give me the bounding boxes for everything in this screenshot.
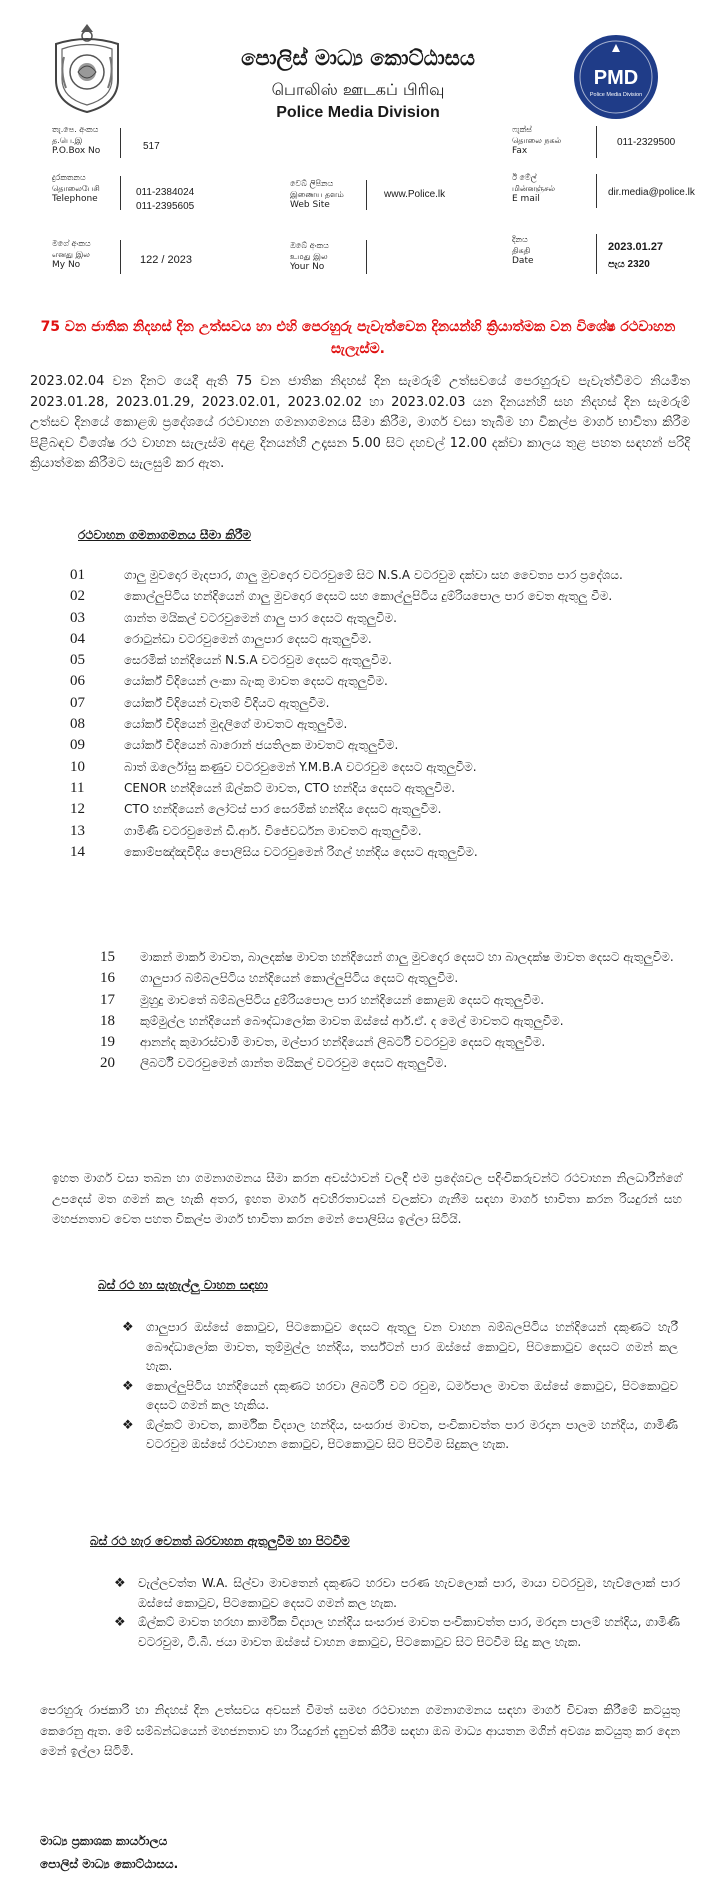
list-item: 19 ආනන්ද කුමාරස්වාමි මාවත, මල්පාර හන්දියෙන් ලිබර්ටි වටරවුම දෙසට ඇතුලුවීම. [100,1034,546,1051]
section-heading-traffic-restriction: රථවාහන ගමනාගමනය සීමා කිරීම [78,528,251,542]
diamond-bullet-icon: ❖ [122,1417,134,1433]
my-no-value: 122 / 2023 [140,254,192,266]
fax-value: 011-2329500 [617,137,676,148]
pmd-logo-subtext: Police Media Division [589,92,643,98]
list-item: 16 ගාලුපාර බම්බලපිටිය හන්දියෙන් කොල්ලුපිටිය දෙසට ඇතුලුවීම. [100,970,459,987]
closing-paragraph: පෙරහුරු රාජකාරි හා නිදහස් දින උත්සවය අවසන් වීමත් සමඟ රථවාහන ගමනාගමනය සඳහා මාර්ග විවෘත කිරීමේ කටයුතු කෙරෙනු ඇත. මේ සම්බන්ධයෙන් මහජනතාව හා රියදුරන් දැනුවත් කිරීම සඳහා ඔබ මාධ්‍ය ආයතන මගින් අවශ්‍ය කටයුතු කර දෙන මෙන් ඉල්ලා සිටිමි. [40,1703,680,1758]
list-item: ❖ ඕල්කට් මාවත හරහා කාර්මික විද්‍යාල හන්දිය සංසරාජ මාවත පංචිකාවත්ත පාර, මරදාන පාලම් හන්දිය, ගාමිණී වටරවුම, ටී.බී. ජයා මාවත ඔස්සේ වාහන කොටුව, පිටකොටුව සිට පිටවීම සිදු කල හැක. [114,1613,680,1652]
org-name-tamil: பொலிஸ் ஊடகப் பிரிவு [271,80,445,99]
list-item: 02 කොල්ලුපිටිය හන්දියෙන් ගාලු මුවදොර දෙසට සහ කොල්ලුපිටිය දුම්රියපොල පාර වෙත ඇතුලු වීම. [70,588,613,605]
list-item: ❖ වැල්ලවත්ත W.A. සිල්වා මාවතෙන් දකුණට හරවා පරණ හැවලොක් පාර, මායා වටරවුම, හැව්ලොක් පාර ඔස්සේ කොටුව, පිටකොටුව දෙසට ගමන් කල හැක. [114,1574,680,1613]
list-item: 11 CENOR හන්දියෙන් ඕල්කට් මාවත, CTO හන්දිය දෙසට ඇතුලුවීම. [70,779,456,796]
alternate-route-paragraph: ඉහත මාර්ග වසා තබන හා ගමනාගමනය සීමා කරන අවස්ථාවන් වලදී එම ප්‍රදේශවල පදිංචිකරුවන්ට රථවාහන නිලධාරීන්ගේ උපදෙස් මත ගමන් කල හැකි අතර, ඉහත මාර්ග අවහිරතාවයන් වලක්වා ගැනීම සඳහා මාර්ග භාවිතා කරන රියදුරන් සහ මහජනතාව වෙත පහත විකල්ප මාර්ග භාවිතා කරන මෙන් පොලිසිය ඉල්ලා සිටියි. [52,1171,682,1226]
your-no-label: ඔබේ අංකය உமது இல Your No [290,241,329,272]
email-value[interactable]: dir.media@police.lk [608,187,695,198]
list-item: 06 යෝර්ක් විදියෙන් ලංකා බැංකු මාවත දෙසට ඇතුලුවීම. [70,673,388,690]
list-item: 08 යෝර්ක් විදියෙන් මුදලිගේ මාවතට ඇතුලුවීම. [70,716,348,733]
list-item: 18 කුම්මුල්ල හන්දියෙන් බෞද්ධාලෝක මාවත ඔස්සේ ආර්.ඒ. ද මෙල් මාවතට ඇතුලුවීම. [100,1012,564,1029]
diamond-bullet-icon: ❖ [122,1320,134,1335]
telephone-value-2: 011-2395605 [136,201,195,212]
heavy-vehicle-bullets [114,1574,680,1652]
intro-paragraph: 2023.02.04 වන දිනට යෙදී ඇති 75 වන ජාතික නිදහස් දින සැමරුම් උත්සවයේ පෙරහුරුව පැවැත්වීමට නියමිත 2023.01.28, 2023.01.29, 2023.02.01, 2023.02.02 හා 2023.02.03 යන දිනයන්හි සහ නිදහස් දින සැමරුම් උත්සව දිනයේ කොළඹ ප්‍රදේශයේ රථවාහන ගමනාගමනය සීමා කිරීම, මාර්ග වසා තැබීම හා විකල්ප මාර්ග භාවිතා කිරීම පිළිබඳව විශේෂ රථ වාහන සැලැස්ම අදාළ දිනයන්හි උදෑසන 5.00 සිට දහවල් 12.00 දක්වා කාලය තුළ පහත සඳහන් පරිදි ක්‍රියාත්මක කිරීමට සැලසුම් කර ඇත. [30,374,690,471]
website-label: වෙබ් ලිපිනය இணைய தளம் Web Site [290,179,344,210]
list-item: ❖ කොල්ලුපිටිය හන්දියෙන් දකුණට හරවා ලිබර්ටි වට රවුම, ධර්මපාල මාවත ඔස්සේ කොටුව, පිටකොටුව දෙසට ගමන් කල හැකිය. [122,1377,678,1416]
list-item: 12 CTO හන්දියෙන් ලෝටස් පාර සෙරමික් හන්දිය දෙසට ඇතුලුවීම. [70,801,442,818]
list-item: 04 රොටුන්ඩා වටරවුමෙන් ගාලුපාර දෙසට ඇතුලුවීම. [70,630,372,647]
org-name-sinhala: පොලිස් මාධ්‍ය කොට්ඨාසය [241,46,475,70]
restriction-list-a [70,565,670,863]
document-title: 75 වන ජාතික නිදහස් දින උත්සවය හා එහි පෙරහුරු පැවැත්වෙන දිනයන්හි ක්‍රියාත්මක වන විශේෂ රථවාහන සැලැස්ම. [40,319,676,357]
my-no-label: මගේ අංකය எனது இல My No [52,239,91,270]
signature-line-1: මාධ්‍ය ප්‍රකාශක කාර්යාලය [40,1834,168,1848]
date-value: 2023.01.27 [608,241,664,253]
list-item: 15 මාකන් මාකර් මාවත, බාලදක්ෂ මාවත හන්දියෙන් ගාලු මුවදොර දෙසට හා බාලදක්ෂ මාවත දෙසට ඇතුලුවීම. [100,949,674,965]
pobox-label: තැ.පෙ. අංකය த.பெ.இ P.O.Box No [52,125,101,156]
list-item: ❖ ගාලුපාර ඔස්සේ කොටුව, පිටකොටුව දෙසට ඇතුලු වන වාහන බම්බලපිටිය හන්දියෙන් දකුණට හැරී බෞද්ධාලෝක මාවත, තුම්මුල්ල හන්දිය, තර්ස්ටන් පාර ඔස්සේ කොටුව, පිටකොටුව දෙසට ගමන් කල හැක. [122,1318,678,1377]
org-name-english: Police Media Division [276,104,440,121]
signature-block [40,1830,178,1876]
list-item: 09 යෝර්ක් විදියෙන් බාරොන් ජයතිලක මාවතට ඇතුලුවීම. [70,737,399,754]
website-value[interactable]: www.Police.lk [384,189,446,200]
pmd-logo-icon [573,34,659,120]
signature-line-2: පොලිස් මාධ්‍ය කොට්ඨාසය. [40,1857,179,1871]
diamond-bullet-icon: ❖ [114,1615,126,1630]
telephone-value-1: 011-2384024 [136,187,195,198]
pmd-logo-text: PMD [593,67,639,89]
list-item: 03 ශාන්ත මයිකල් වටරවුමෙන් ගාලු පාර දෙසට ඇතුලුවීම. [70,609,397,626]
list-item: 01 ගාලු මුවදොර මැදපාර, ගාලු මුවදොර වටරවුමේ සිට N.S.A වටරවුම දක්වා සහ වෛත්‍ය පාර ප්‍රදේශය. [70,567,623,583]
list-item: 07 යෝර්ක් විදියෙන් චැතම් විදියට ඇතුලුවීම. [70,694,330,711]
diamond-bullet-icon: ❖ [114,1576,126,1591]
list-item: 05 සෙරමික් හන්දියෙන් N.S.A වටරවුම දෙසට ඇතුලුවීම. [70,652,392,669]
time-value: පැය 2320 [608,259,650,270]
list-item: 13 ගාමිණී වටරවුමෙන් ඩී.ආර්. විජේවර්ධන මාවතට ඇතුලුවීම. [70,822,422,839]
restriction-list-b [100,947,680,1075]
section-heading-bus-light-vehicles: බස් රථ හා සැහැල්ලු වාහන සඳහා [98,1278,268,1292]
date-label: දිනය திகதி Date [512,235,534,266]
list-item: ❖ ඕල්කට් මාවත, කාර්මික විද්‍යාල හන්දිය, සංසරාජ මාවත, පංචිකාවත්ත පාර මරදාන පාලම හන්දිය, ගාමිණී වටරවුම ඔස්සේ රථවාහන කොටුව, පිටකොටුව සිට පිටවීම සිදුකල හැක. [122,1416,678,1455]
bus-route-bullets [122,1318,678,1455]
list-item: 10 බාත් ඔර්ලෝසු කණුව වටරවුමෙන් Y.M.B.A වටරවුම දෙසට ඇතුලුවීම. [70,758,477,775]
list-item: 20 ලිබර්ටි වටරවුමෙන් ශාන්ත මයිකල් වටරවුම දෙසට ඇතුලුවීම. [100,1055,448,1072]
list-item: 14 කොම්පඤ්ඤවීදිය පොලිසිය වටරවුමෙන් රිගල් හන්දිය දෙසට ඇතුලුවීම. [70,843,478,860]
list-item: 17 මුහුදු මාවතේ බම්බලපිටිය දුම්රියපොල පාර හන්දියෙන් කොළඹ දෙසට ඇතුලුවීම. [100,991,545,1008]
telephone-label: දුරකතනය தொலைபேசி Telephone [52,173,100,204]
email-label: ඊ මේල් மின்னஞ்சல் E mail [512,173,556,204]
police-seal-icon [48,22,126,114]
section-heading-heavy-vehicles: බස් රථ හැර වෙනත් බරවාහන ඇතුලුවීම හා පිටවීම [90,1534,350,1548]
diamond-bullet-icon: ❖ [122,1378,134,1394]
pobox-value: 517 [143,141,160,152]
fax-label: ෆැක්ස් தொலை நகல் Fax [512,125,562,156]
